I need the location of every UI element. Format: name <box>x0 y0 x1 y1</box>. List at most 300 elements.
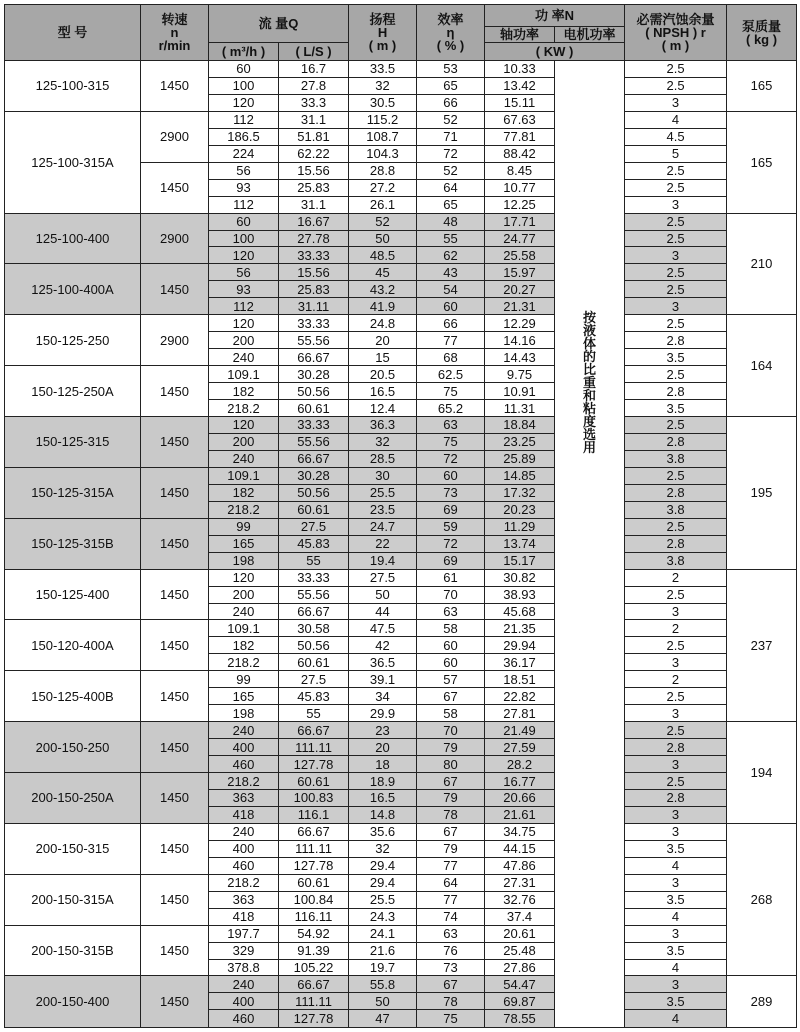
efficiency-cell: 72 <box>417 535 485 552</box>
efficiency-cell: 63 <box>417 603 485 620</box>
efficiency-cell: 66 <box>417 315 485 332</box>
flow-ls-cell: 60.61 <box>279 654 349 671</box>
mass-cell: 210 <box>727 213 797 315</box>
flow-ls-cell: 15.56 <box>279 264 349 281</box>
npsh-cell: 4 <box>625 959 727 976</box>
head-cell: 25.5 <box>349 484 417 501</box>
flow-ls-cell: 55.56 <box>279 332 349 349</box>
flow-m3h-cell: 240 <box>209 976 279 993</box>
head-cell: 29.9 <box>349 705 417 722</box>
table-row <box>5 61 797 78</box>
flow-m3h-cell: 378.8 <box>209 959 279 976</box>
flow-ls-cell: 66.67 <box>279 722 349 739</box>
model-cell: 150-125-250A <box>5 366 141 417</box>
flow-ls-cell: 91.39 <box>279 942 349 959</box>
head-cell: 23 <box>349 722 417 739</box>
flow-m3h-cell: 400 <box>209 993 279 1010</box>
header-model: 型 号 <box>5 5 141 61</box>
header-mass: 泵质量 ( kg ) <box>727 5 797 61</box>
head-cell: 30.5 <box>349 94 417 111</box>
shaft-power-cell: 16.77 <box>485 773 555 790</box>
efficiency-cell: 71 <box>417 128 485 145</box>
shaft-power-cell: 38.93 <box>485 586 555 603</box>
speed-cell: 1450 <box>141 976 209 1028</box>
flow-m3h-cell: 197.7 <box>209 925 279 942</box>
motor-note-char: 的 <box>583 349 597 364</box>
npsh-cell: 2.5 <box>625 179 727 196</box>
shaft-power-cell: 22.82 <box>485 688 555 705</box>
shaft-power-cell: 18.51 <box>485 671 555 688</box>
flow-m3h-cell: 60 <box>209 61 279 78</box>
flow-m3h-cell: 182 <box>209 383 279 400</box>
shaft-power-cell: 32.76 <box>485 891 555 908</box>
motor-power-note <box>555 61 625 1028</box>
speed-cell: 1450 <box>141 162 209 213</box>
efficiency-cell: 60 <box>417 637 485 654</box>
efficiency-cell: 60 <box>417 654 485 671</box>
flow-m3h-cell: 93 <box>209 179 279 196</box>
flow-ls-cell: 27.78 <box>279 230 349 247</box>
efficiency-cell: 64 <box>417 874 485 891</box>
shaft-power-cell: 36.17 <box>485 654 555 671</box>
flow-m3h-cell: 240 <box>209 722 279 739</box>
efficiency-cell: 77 <box>417 857 485 874</box>
npsh-cell: 3 <box>625 925 727 942</box>
speed-cell: 1450 <box>141 773 209 824</box>
flow-m3h-cell: 198 <box>209 552 279 569</box>
efficiency-cell: 70 <box>417 722 485 739</box>
model-cell: 125-100-315A <box>5 111 141 213</box>
npsh-cell: 3.8 <box>625 501 727 518</box>
efficiency-cell: 55 <box>417 230 485 247</box>
flow-m3h-cell: 56 <box>209 264 279 281</box>
shaft-power-cell: 27.81 <box>485 705 555 722</box>
flow-ls-cell: 31.11 <box>279 298 349 315</box>
model-cell: 200-150-400 <box>5 976 141 1028</box>
flow-ls-cell: 111.11 <box>279 993 349 1010</box>
npsh-cell: 3 <box>625 806 727 823</box>
shaft-power-cell: 27.31 <box>485 874 555 891</box>
head-cell: 29.4 <box>349 857 417 874</box>
table-body <box>5 61 797 1028</box>
shaft-power-cell: 27.86 <box>485 959 555 976</box>
npsh-cell: 2.5 <box>625 315 727 332</box>
npsh-cell: 4 <box>625 1010 727 1028</box>
head-cell: 108.7 <box>349 128 417 145</box>
speed-cell: 1450 <box>141 925 209 976</box>
flow-ls-cell: 16.7 <box>279 61 349 78</box>
npsh-cell: 2.8 <box>625 433 727 450</box>
header-power: 功 率N <box>485 5 625 27</box>
table-row <box>5 213 797 230</box>
head-cell: 115.2 <box>349 111 417 128</box>
efficiency-cell: 43 <box>417 264 485 281</box>
shaft-power-cell: 69.87 <box>485 993 555 1010</box>
flow-ls-cell: 105.22 <box>279 959 349 976</box>
flow-ls-cell: 51.81 <box>279 128 349 145</box>
head-cell: 36.3 <box>349 417 417 434</box>
head-cell: 24.3 <box>349 908 417 925</box>
flow-m3h-cell: 218.2 <box>209 501 279 518</box>
header-speed: 转速 n r/min <box>141 5 209 61</box>
efficiency-cell: 53 <box>417 61 485 78</box>
head-cell: 24.8 <box>349 315 417 332</box>
table-row <box>5 773 797 790</box>
head-cell: 34 <box>349 688 417 705</box>
head-cell: 23.5 <box>349 501 417 518</box>
shaft-power-cell: 20.61 <box>485 925 555 942</box>
flow-ls-cell: 60.61 <box>279 874 349 891</box>
shaft-power-cell: 9.75 <box>485 366 555 383</box>
efficiency-cell: 80 <box>417 756 485 773</box>
npsh-cell: 2.5 <box>625 518 727 535</box>
efficiency-cell: 65 <box>417 77 485 94</box>
efficiency-cell: 60 <box>417 467 485 484</box>
efficiency-cell: 72 <box>417 145 485 162</box>
flow-ls-cell: 55 <box>279 705 349 722</box>
table-row <box>5 417 797 434</box>
flow-m3h-cell: 198 <box>209 705 279 722</box>
flow-m3h-cell: 120 <box>209 247 279 264</box>
npsh-cell: 3 <box>625 654 727 671</box>
motor-note-char: 用 <box>583 440 597 455</box>
head-cell: 35.6 <box>349 823 417 840</box>
header-npsh: 必需汽蚀余量 ( NPSH ) r ( m ) <box>625 5 727 61</box>
flow-ls-cell: 30.28 <box>279 366 349 383</box>
head-cell: 32 <box>349 840 417 857</box>
efficiency-cell: 75 <box>417 383 485 400</box>
head-cell: 25.5 <box>349 891 417 908</box>
npsh-cell: 3 <box>625 603 727 620</box>
head-cell: 26.1 <box>349 196 417 213</box>
flow-ls-cell: 111.11 <box>279 840 349 857</box>
flow-ls-cell: 127.78 <box>279 756 349 773</box>
flow-m3h-cell: 363 <box>209 789 279 806</box>
motor-note-char: 液 <box>583 323 597 338</box>
head-cell: 24.7 <box>349 518 417 535</box>
header-power-unit: ( KW ) <box>485 43 625 61</box>
flow-ls-cell: 66.67 <box>279 976 349 993</box>
flow-ls-cell: 50.56 <box>279 637 349 654</box>
flow-m3h-cell: 93 <box>209 281 279 298</box>
shaft-power-cell: 11.29 <box>485 518 555 535</box>
npsh-cell: 4 <box>625 111 727 128</box>
table-row <box>5 976 797 993</box>
speed-cell: 1450 <box>141 61 209 112</box>
npsh-cell: 2.5 <box>625 281 727 298</box>
shaft-power-cell: 21.49 <box>485 722 555 739</box>
head-cell: 12.4 <box>349 400 417 417</box>
shaft-power-cell: 20.23 <box>485 501 555 518</box>
efficiency-cell: 61 <box>417 569 485 586</box>
flow-m3h-cell: 329 <box>209 942 279 959</box>
efficiency-cell: 79 <box>417 840 485 857</box>
efficiency-cell: 67 <box>417 976 485 993</box>
flow-ls-cell: 100.84 <box>279 891 349 908</box>
mass-cell: 237 <box>727 569 797 722</box>
efficiency-cell: 63 <box>417 925 485 942</box>
flow-ls-cell: 30.58 <box>279 620 349 637</box>
mass-cell: 289 <box>727 976 797 1028</box>
table-row <box>5 569 797 586</box>
flow-m3h-cell: 218.2 <box>209 773 279 790</box>
flow-ls-cell: 33.33 <box>279 417 349 434</box>
shaft-power-cell: 10.91 <box>485 383 555 400</box>
flow-ls-cell: 50.56 <box>279 484 349 501</box>
efficiency-cell: 52 <box>417 111 485 128</box>
motor-note-char: 体 <box>583 336 597 351</box>
efficiency-cell: 69 <box>417 552 485 569</box>
flow-ls-cell: 55.56 <box>279 586 349 603</box>
head-cell: 18.9 <box>349 773 417 790</box>
flow-m3h-cell: 165 <box>209 688 279 705</box>
efficiency-cell: 73 <box>417 959 485 976</box>
flow-ls-cell: 16.67 <box>279 213 349 230</box>
model-cell: 150-125-400B <box>5 671 141 722</box>
flow-ls-cell: 62.22 <box>279 145 349 162</box>
head-cell: 52 <box>349 213 417 230</box>
speed-cell: 1450 <box>141 620 209 671</box>
shaft-power-cell: 45.68 <box>485 603 555 620</box>
npsh-cell: 3 <box>625 756 727 773</box>
table-row <box>5 874 797 891</box>
shaft-power-cell: 12.25 <box>485 196 555 213</box>
npsh-cell: 2 <box>625 569 727 586</box>
flow-m3h-cell: 200 <box>209 332 279 349</box>
efficiency-cell: 70 <box>417 586 485 603</box>
flow-m3h-cell: 100 <box>209 230 279 247</box>
flow-ls-cell: 127.78 <box>279 857 349 874</box>
npsh-cell: 2.8 <box>625 484 727 501</box>
flow-m3h-cell: 224 <box>209 145 279 162</box>
flow-ls-cell: 127.78 <box>279 1010 349 1028</box>
motor-note-char: 比 <box>583 362 597 377</box>
head-cell: 55.8 <box>349 976 417 993</box>
table-row <box>5 467 797 484</box>
speed-cell: 1450 <box>141 264 209 315</box>
head-cell: 15 <box>349 349 417 366</box>
flow-m3h-cell: 60 <box>209 213 279 230</box>
npsh-cell: 2.8 <box>625 739 727 756</box>
speed-cell: 1450 <box>141 467 209 518</box>
model-cell: 150-125-315B <box>5 518 141 569</box>
header-flow-unit-m3h: ( m³/h ) <box>209 43 279 61</box>
head-cell: 27.5 <box>349 569 417 586</box>
flow-ls-cell: 66.67 <box>279 450 349 467</box>
npsh-cell: 3 <box>625 196 727 213</box>
header-motor-power: 电机功率 <box>555 27 625 43</box>
npsh-cell: 2.5 <box>625 467 727 484</box>
mass-cell: 164 <box>727 315 797 417</box>
shaft-power-cell: 14.16 <box>485 332 555 349</box>
head-cell: 16.5 <box>349 383 417 400</box>
flow-m3h-cell: 112 <box>209 196 279 213</box>
table-row <box>5 925 797 942</box>
efficiency-cell: 75 <box>417 1010 485 1028</box>
efficiency-cell: 73 <box>417 484 485 501</box>
table-row <box>5 620 797 637</box>
efficiency-cell: 67 <box>417 773 485 790</box>
npsh-cell: 4 <box>625 857 727 874</box>
pump-spec-table <box>4 4 797 1028</box>
flow-m3h-cell: 460 <box>209 857 279 874</box>
npsh-cell: 2.8 <box>625 332 727 349</box>
flow-ls-cell: 55 <box>279 552 349 569</box>
npsh-cell: 3 <box>625 874 727 891</box>
shaft-power-cell: 28.2 <box>485 756 555 773</box>
head-cell: 44 <box>349 603 417 620</box>
npsh-cell: 2.5 <box>625 264 727 281</box>
head-cell: 42 <box>349 637 417 654</box>
flow-m3h-cell: 460 <box>209 1010 279 1028</box>
flow-m3h-cell: 109.1 <box>209 620 279 637</box>
flow-m3h-cell: 200 <box>209 586 279 603</box>
head-cell: 104.3 <box>349 145 417 162</box>
flow-ls-cell: 55.56 <box>279 433 349 450</box>
flow-m3h-cell: 182 <box>209 484 279 501</box>
shaft-power-cell: 25.48 <box>485 942 555 959</box>
npsh-cell: 3 <box>625 94 727 111</box>
head-cell: 29.4 <box>349 874 417 891</box>
shaft-power-cell: 21.61 <box>485 806 555 823</box>
npsh-cell: 3.5 <box>625 400 727 417</box>
head-cell: 32 <box>349 433 417 450</box>
shaft-power-cell: 14.43 <box>485 349 555 366</box>
mass-cell: 268 <box>727 823 797 976</box>
speed-cell: 1450 <box>141 569 209 620</box>
flow-m3h-cell: 112 <box>209 298 279 315</box>
efficiency-cell: 62 <box>417 247 485 264</box>
npsh-cell: 3 <box>625 976 727 993</box>
shaft-power-cell: 12.29 <box>485 315 555 332</box>
speed-cell: 1450 <box>141 823 209 874</box>
efficiency-cell: 69 <box>417 501 485 518</box>
efficiency-cell: 52 <box>417 162 485 179</box>
flow-ls-cell: 111.11 <box>279 739 349 756</box>
flow-ls-cell: 33.33 <box>279 315 349 332</box>
table-row <box>5 823 797 840</box>
shaft-power-cell: 21.31 <box>485 298 555 315</box>
flow-m3h-cell: 109.1 <box>209 467 279 484</box>
flow-m3h-cell: 400 <box>209 840 279 857</box>
efficiency-cell: 68 <box>417 349 485 366</box>
efficiency-cell: 77 <box>417 891 485 908</box>
model-cell: 150-125-250 <box>5 315 141 366</box>
efficiency-cell: 67 <box>417 688 485 705</box>
speed-cell: 1450 <box>141 366 209 417</box>
speed-cell: 1450 <box>141 874 209 925</box>
npsh-cell: 2.8 <box>625 789 727 806</box>
flow-m3h-cell: 418 <box>209 908 279 925</box>
header-efficiency: 效率 η ( % ) <box>417 5 485 61</box>
head-cell: 19.4 <box>349 552 417 569</box>
flow-m3h-cell: 240 <box>209 823 279 840</box>
speed-cell: 1450 <box>141 671 209 722</box>
flow-m3h-cell: 240 <box>209 349 279 366</box>
head-cell: 14.8 <box>349 806 417 823</box>
npsh-cell: 2.5 <box>625 77 727 94</box>
npsh-cell: 3.8 <box>625 450 727 467</box>
mass-cell: 194 <box>727 722 797 824</box>
head-cell: 30 <box>349 467 417 484</box>
model-cell: 125-100-400 <box>5 213 141 264</box>
flow-ls-cell: 27.5 <box>279 518 349 535</box>
head-cell: 27.2 <box>349 179 417 196</box>
model-cell: 200-150-315 <box>5 823 141 874</box>
shaft-power-cell: 14.85 <box>485 467 555 484</box>
efficiency-cell: 67 <box>417 823 485 840</box>
flow-ls-cell: 33.3 <box>279 94 349 111</box>
npsh-cell: 2.5 <box>625 213 727 230</box>
efficiency-cell: 72 <box>417 450 485 467</box>
flow-m3h-cell: 240 <box>209 450 279 467</box>
table-row <box>5 518 797 535</box>
flow-ls-cell: 33.33 <box>279 569 349 586</box>
npsh-cell: 3.5 <box>625 942 727 959</box>
flow-m3h-cell: 120 <box>209 315 279 332</box>
npsh-cell: 2.5 <box>625 162 727 179</box>
efficiency-cell: 74 <box>417 908 485 925</box>
efficiency-cell: 62.5 <box>417 366 485 383</box>
shaft-power-cell: 13.74 <box>485 535 555 552</box>
shaft-power-cell: 47.86 <box>485 857 555 874</box>
model-cell: 200-150-315A <box>5 874 141 925</box>
motor-note-char: 和 <box>583 388 597 403</box>
head-cell: 20 <box>349 332 417 349</box>
model-cell: 150-120-400A <box>5 620 141 671</box>
flow-m3h-cell: 182 <box>209 637 279 654</box>
head-cell: 22 <box>349 535 417 552</box>
efficiency-cell: 64 <box>417 179 485 196</box>
flow-ls-cell: 50.56 <box>279 383 349 400</box>
flow-ls-cell: 100.83 <box>279 789 349 806</box>
shaft-power-cell: 20.66 <box>485 789 555 806</box>
efficiency-cell: 76 <box>417 942 485 959</box>
head-cell: 20.5 <box>349 366 417 383</box>
table-header <box>5 5 797 61</box>
motor-note-char: 选 <box>583 427 597 442</box>
table-row <box>5 671 797 688</box>
npsh-cell: 2.5 <box>625 417 727 434</box>
shaft-power-cell: 23.25 <box>485 433 555 450</box>
shaft-power-cell: 54.47 <box>485 976 555 993</box>
shaft-power-cell: 34.75 <box>485 823 555 840</box>
motor-note-char: 度 <box>583 414 597 429</box>
mass-cell: 195 <box>727 417 797 570</box>
flow-ls-cell: 60.61 <box>279 773 349 790</box>
npsh-cell: 2.5 <box>625 586 727 603</box>
head-cell: 28.8 <box>349 162 417 179</box>
table-row <box>5 366 797 383</box>
flow-ls-cell: 116.1 <box>279 806 349 823</box>
npsh-cell: 3.5 <box>625 349 727 366</box>
shaft-power-cell: 44.15 <box>485 840 555 857</box>
shaft-power-cell: 78.55 <box>485 1010 555 1028</box>
head-cell: 47 <box>349 1010 417 1028</box>
efficiency-cell: 78 <box>417 993 485 1010</box>
efficiency-cell: 58 <box>417 705 485 722</box>
flow-ls-cell: 66.67 <box>279 349 349 366</box>
model-cell: 125-100-315 <box>5 61 141 112</box>
shaft-power-cell: 67.63 <box>485 111 555 128</box>
flow-ls-cell: 15.56 <box>279 162 349 179</box>
speed-cell: 1450 <box>141 417 209 468</box>
shaft-power-cell: 13.42 <box>485 77 555 94</box>
npsh-cell: 3 <box>625 705 727 722</box>
shaft-power-cell: 25.58 <box>485 247 555 264</box>
mass-cell: 165 <box>727 61 797 112</box>
flow-m3h-cell: 186.5 <box>209 128 279 145</box>
